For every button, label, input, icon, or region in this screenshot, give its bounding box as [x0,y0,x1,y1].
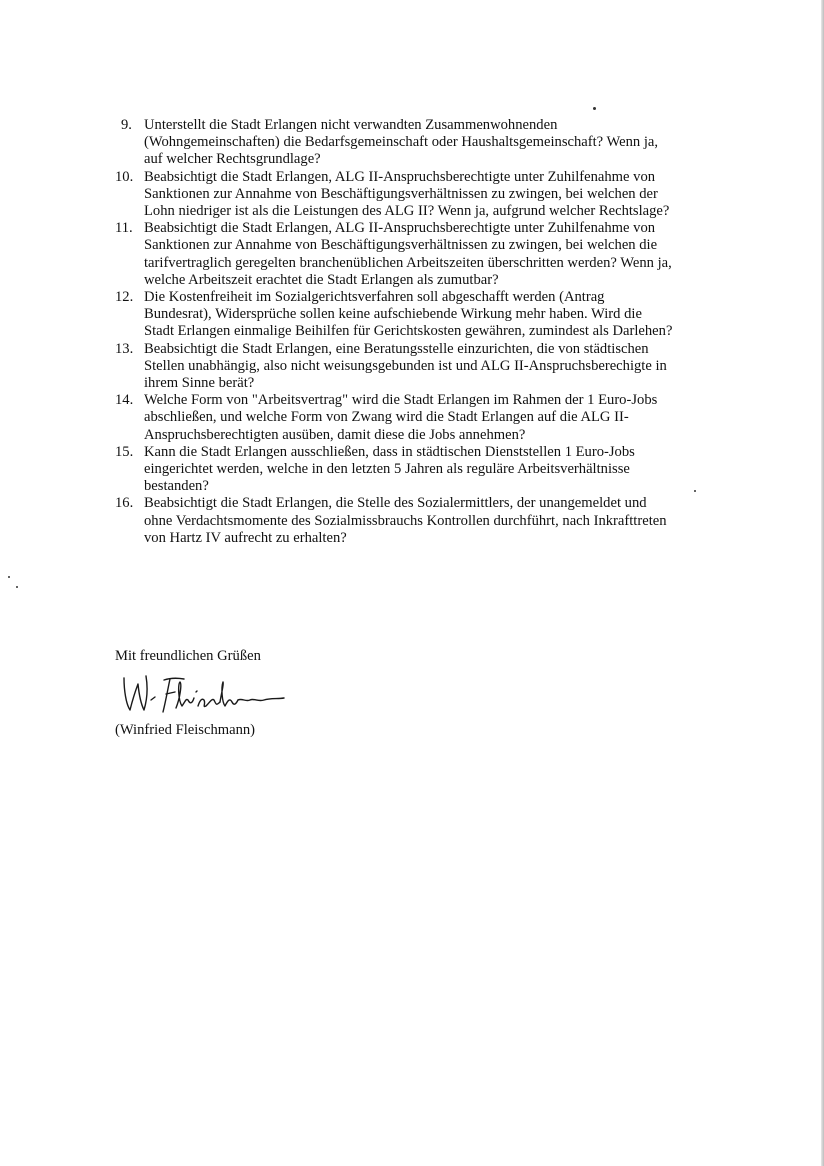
scan-speck [8,576,10,578]
question-text [144,117,735,169]
closing-greeting: Mit freundlichen Grüßen [115,648,261,664]
question-line: Lohn niedriger ist als die Leistungen des ALG II? Wenn ja, aufgrund welcher Rechtslage? [144,203,670,220]
question-line: tarifvertraglich geregelten branchenüblichen Arbeitszeiten überschritten werden? Wenn ja, [144,254,672,271]
question-text [144,392,735,444]
question-number: 11. [115,220,133,237]
question-line: Beabsichtigt die Stadt Erlangen, ALG II-Anspruchsberechtigte unter Zuhilfenahme von [144,168,656,185]
question-text [144,341,735,393]
question-line: bestanden? [144,478,209,495]
question-line: Beabsichtigt die Stadt Erlangen, ALG II-Anspruchsberechtigte unter Zuhilfenahme von [144,220,656,237]
question-line: Sanktionen zur Annahme von Beschäftigungsverhältnissen zu zwingen, bei welchen der [144,185,658,202]
question-item [115,169,735,221]
question-line: Sanktionen zur Annahme von Beschäftigungsverhältnissen zu zwingen, bei welchen die [144,237,658,254]
question-line: Kann die Stadt Erlangen ausschließen, dass in städtischen Dienststellen 1 Euro-Jobs [144,443,635,460]
question-line: Anspruchsberechtigten ausüben, damit diese die Jobs annehmen? [144,426,526,443]
question-text [144,495,735,547]
question-item [115,341,735,393]
question-number: 12. [115,289,134,306]
question-text [144,289,735,341]
question-item [115,289,735,341]
question-item [115,392,735,444]
question-line: Unterstellt die Stadt Erlangen nicht verwandten Zusammenwohnenden [144,117,558,133]
question-number: 14. [115,392,134,409]
question-number: 16. [115,495,134,512]
question-text [144,444,735,496]
question-line: eingerichtet werden, welche in den letzten 5 Jahren als reguläre Arbeitsverhältnisse [144,461,630,478]
question-line: Beabsichtigt die Stadt Erlangen, die Stelle des Sozialermittlers, der unangemeldet und [144,495,647,512]
handwritten-signature [118,670,288,716]
question-line: welche Arbeitszeit erachtet die Stadt Erlangen als zumutbar? [144,271,499,288]
question-line: Bundesrat), Widersprüche sollen keine aufschiebende Wirkung mehr haben. Wird die [144,306,642,323]
scan-speck [593,107,596,110]
scan-speck [694,490,696,492]
question-number: 10. [115,168,134,185]
question-line: ihrem Sinne berät? [144,375,255,392]
question-item [115,220,735,289]
question-number: 15. [115,443,134,460]
question-line: abschließen, und welche Form von Zwang wird die Stadt Erlangen auf die ALG II- [144,409,629,426]
question-line: von Hartz IV aufrecht zu erhalten? [144,529,347,546]
question-line: Stellen unabhängig, also nicht weisungsgebunden ist und ALG II-Anspruchsberechigte in [144,357,667,374]
question-list [115,117,735,547]
question-text [144,220,735,289]
question-line: Stadt Erlangen einmalige Beihilfen für Gerichtskosten gewähren, zumindest als Darlehen? [144,323,673,340]
question-line: ohne Verdachtsmomente des Sozialmissbrauchs Kontrollen durchführt, nach Inkrafttreten [144,512,667,529]
question-item [115,444,735,496]
question-line: Beabsichtigt die Stadt Erlangen, eine Beratungsstelle einzurichten, die von städtischen [144,340,649,357]
scan-speck [16,586,18,588]
question-item [115,495,735,547]
question-line: Die Kostenfreiheit im Sozialgerichtsverfahren soll abgeschafft werden (Antrag [144,289,605,306]
question-item [115,117,735,169]
signatory-name: (Winfried Fleischmann) [115,722,256,738]
question-number: 9. [121,117,132,133]
question-text [144,169,735,221]
question-line: (Wohngemeinschaften) die Bedarfsgemeinschaft oder Haushaltsgemeinschaft? Wenn ja, [144,134,659,151]
question-number: 13. [115,340,134,357]
question-line: Welche Form von "Arbeitsvertrag" wird die Stadt Erlangen im Rahmen der 1 Euro-Jobs [144,392,658,409]
question-line: auf welcher Rechtsgrundlage? [144,151,321,168]
